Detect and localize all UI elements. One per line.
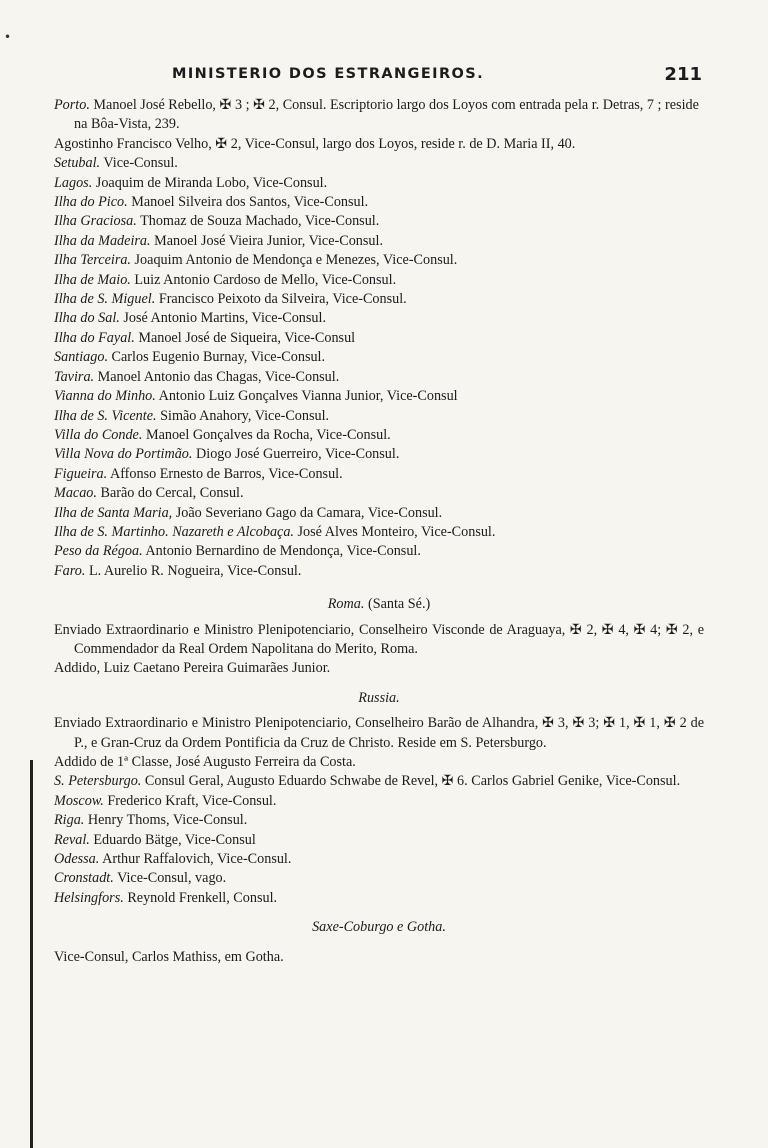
entry-place: Ilha Graciosa.: [54, 213, 137, 230]
entry-place: Macao.: [54, 485, 97, 502]
entry-place: Ilha de S. Martinho. Nazareth e Alcobaça.: [54, 523, 294, 540]
entry-text: Henry Thoms, Vice-Consul.: [87, 812, 248, 829]
entry-place: Porto.: [54, 97, 90, 113]
list-item: [54, 484, 704, 503]
entry-place: Faro.: [54, 562, 86, 579]
roma-heading-paren: (Santa Sé.): [367, 596, 431, 613]
entry-text: Arthur Raffalovich, Vice-Consul.: [102, 851, 292, 868]
russia-consulates-list: [54, 772, 704, 908]
page-body: [54, 96, 704, 967]
entry-text: Diogo José Guerreiro, Vice-Consul.: [196, 446, 400, 463]
entry-place: Ilha de S. Vicente.: [54, 407, 157, 424]
entry-text: Vice-Consul.: [103, 155, 178, 172]
entry-text: Joaquim Antonio de Mendonça e Menezes, Vice-Consul.: [134, 252, 458, 269]
list-item: [54, 96, 704, 135]
list-item: [54, 251, 704, 270]
entry-place: Ilha Terceira.: [54, 252, 131, 269]
list-item: [54, 309, 704, 328]
roma-heading: Roma.: [327, 596, 365, 613]
list-item: [54, 523, 704, 542]
entry-text: Manoel Gonçalves da Rocha, Vice-Consul.: [145, 426, 391, 443]
entry-place: Vianna do Minho.: [54, 388, 156, 405]
list-item: [54, 542, 704, 561]
binding-edge: [30, 760, 33, 1148]
entry-place: Moscow.: [54, 792, 104, 809]
list-item: [54, 869, 704, 888]
entry-text: Manoel Silveira dos Santos, Vice-Consul.: [131, 194, 369, 211]
entry-text: Antonio Luiz Gonçalves Vianna Junior, Vice-Consul: [158, 388, 458, 405]
entry-place: Villa do Conde.: [54, 426, 143, 443]
entry-text: Frederico Kraft, Vice-Consul.: [107, 792, 277, 809]
entry-place: Reval.: [54, 831, 90, 848]
entry-text: José Alves Monteiro, Vice-Consul.: [297, 523, 496, 540]
entry-text: José Antonio Martins, Vice-Consul.: [123, 310, 326, 327]
entry-place: Peso da Régoa.: [54, 543, 143, 560]
portugal-consulates-list: [54, 96, 704, 581]
margin-mark: •: [4, 30, 12, 44]
entry-text: Reynold Frenkell, Consul.: [127, 889, 278, 906]
entry-text: Simão Anahory, Vice-Consul.: [160, 407, 330, 424]
entry-place: Ilha do Pico.: [54, 194, 128, 211]
list-item: [54, 387, 704, 406]
entry-text: Eduardo Bätge, Vice-Consul: [93, 831, 256, 848]
list-item: [54, 329, 704, 348]
list-item: [54, 445, 704, 464]
russia-attache: Addido de 1ª Classe, José Augusto Ferreira da Costa.: [54, 754, 356, 770]
list-item: [54, 562, 704, 581]
entry-text: Manoel José de Siqueira, Vice-Consul: [138, 329, 356, 346]
entry-text: Thomaz de Souza Machado, Vice-Consul.: [140, 213, 380, 230]
entry-place: Figueira.: [54, 465, 108, 482]
entry-place: Ilha do Fayal.: [54, 329, 135, 346]
entry-text: Luiz Antonio Cardoso de Mello, Vice-Consul.: [134, 271, 397, 288]
list-item: [54, 792, 704, 811]
entry-text: Agostinho Francisco Velho, ✠ 2, Vice-Consul, largo dos Loyos, reside r. de D. Maria II, 40.: [54, 135, 576, 152]
entry-text: Manoel José Vieira Junior, Vice-Consul.: [154, 232, 383, 249]
list-item: [54, 135, 704, 154]
roma-attache: Addido, Luiz Caetano Pereira Guimarães Junior.: [54, 660, 331, 677]
section-heading-roma: [54, 595, 704, 614]
list-item: [54, 154, 704, 173]
roma-envoy: Enviado Extraordinario e Ministro Plenipotenciario, Conselheiro Visconde de Araguaya, ✠ 2, ✠ 4, ✠ 4; ✠ 2, e Commendador da Real Ordem Napolitana do Merito, Roma.: [54, 621, 704, 657]
entry-place: Tavira.: [54, 368, 95, 385]
entry-place: Lagos.: [54, 174, 93, 191]
list-item: [54, 850, 704, 869]
entry-place: Villa Nova do Portimão.: [54, 446, 193, 463]
entry-place: Santiago.: [54, 349, 108, 366]
list-item: [54, 271, 704, 290]
list-item: [54, 407, 704, 426]
list-item: [54, 290, 704, 309]
list-item: [54, 465, 704, 484]
list-item: [54, 348, 704, 367]
entry-place: Setubal.: [54, 155, 101, 172]
list-item: [54, 504, 704, 523]
entry-text: João Severiano Gago da Camara, Vice-Consul.: [175, 504, 443, 521]
list-item: [54, 193, 704, 212]
list-item: [54, 212, 704, 231]
section-heading-russia: Russia.: [358, 689, 400, 706]
entry-text: Carlos Eugenio Burnay, Vice-Consul.: [111, 349, 326, 366]
list-item: [54, 811, 704, 830]
entry-place: Ilha de Santa Maria,: [54, 504, 173, 521]
entry-text: Manoel Antonio das Chagas, Vice-Consul.: [97, 368, 340, 385]
entry-place: S. Petersburgo.: [54, 773, 142, 790]
entry-place: Cronstadt.: [54, 870, 114, 887]
running-head-title: MINISTERIO DOS ESTRANGEIROS.: [172, 66, 484, 82]
entry-text: Joaquim de Miranda Lobo, Vice-Consul.: [95, 174, 328, 191]
entry-place: Ilha do Sal.: [54, 310, 120, 327]
entry-place: Helsingfors.: [54, 889, 124, 906]
entry-text: Barão do Cercal, Consul.: [100, 485, 244, 502]
entry-text: Affonso Ernesto de Barros, Vice-Consul.: [109, 465, 343, 482]
entry-place: Ilha da Madeira.: [54, 232, 151, 249]
entry-text: Antonio Bernardino de Mendonça, Vice-Consul.: [145, 543, 421, 560]
entry-place: Odessa.: [54, 851, 100, 868]
list-item: [54, 831, 704, 850]
list-item: [54, 368, 704, 387]
running-head: [172, 60, 712, 86]
entry-place: Ilha de Maio.: [54, 271, 131, 288]
list-item: [54, 772, 704, 791]
entry-text: Manoel José Rebello, ✠ 3 ; ✠ 2, Consul. Escriptorio largo dos Loyos com entrada pela r. Detras, 7 ; reside na Bôa-Vista, 239.: [74, 97, 699, 133]
entry-place: Ilha de S. Miguel.: [54, 291, 156, 308]
section-heading-saxe: Saxe-Coburgo e Gotha.: [312, 919, 446, 936]
saxe-entry: Vice-Consul, Carlos Mathiss, em Gotha.: [54, 948, 284, 965]
entry-text: Francisco Peixoto da Silveira, Vice-Consul.: [158, 291, 407, 308]
list-item: [54, 232, 704, 251]
page-number: 211: [664, 64, 702, 85]
entry-text: L. Aurelio R. Nogueira, Vice-Consul.: [88, 562, 302, 579]
list-item: [54, 174, 704, 193]
list-item: [54, 426, 704, 445]
entry-text: Vice-Consul, vago.: [117, 870, 227, 887]
entry-text: Consul Geral, Augusto Eduardo Schwabe de Revel, ✠ 6. Carlos Gabriel Genike, Vice-Consul.: [144, 773, 681, 790]
entry-place: Riga.: [54, 812, 85, 829]
list-item: [54, 889, 704, 908]
russia-envoy: Enviado Extraordinario e Ministro Plenipotenciario, Conselheiro Barão de Alhandra, ✠ 3, ✠ 3; ✠ 1, ✠ 1, ✠ 2 de P., e Gran-Cruz da Ordem Pontificia da Cruz de Christo. Reside em S. Petersburgo.: [54, 715, 704, 751]
